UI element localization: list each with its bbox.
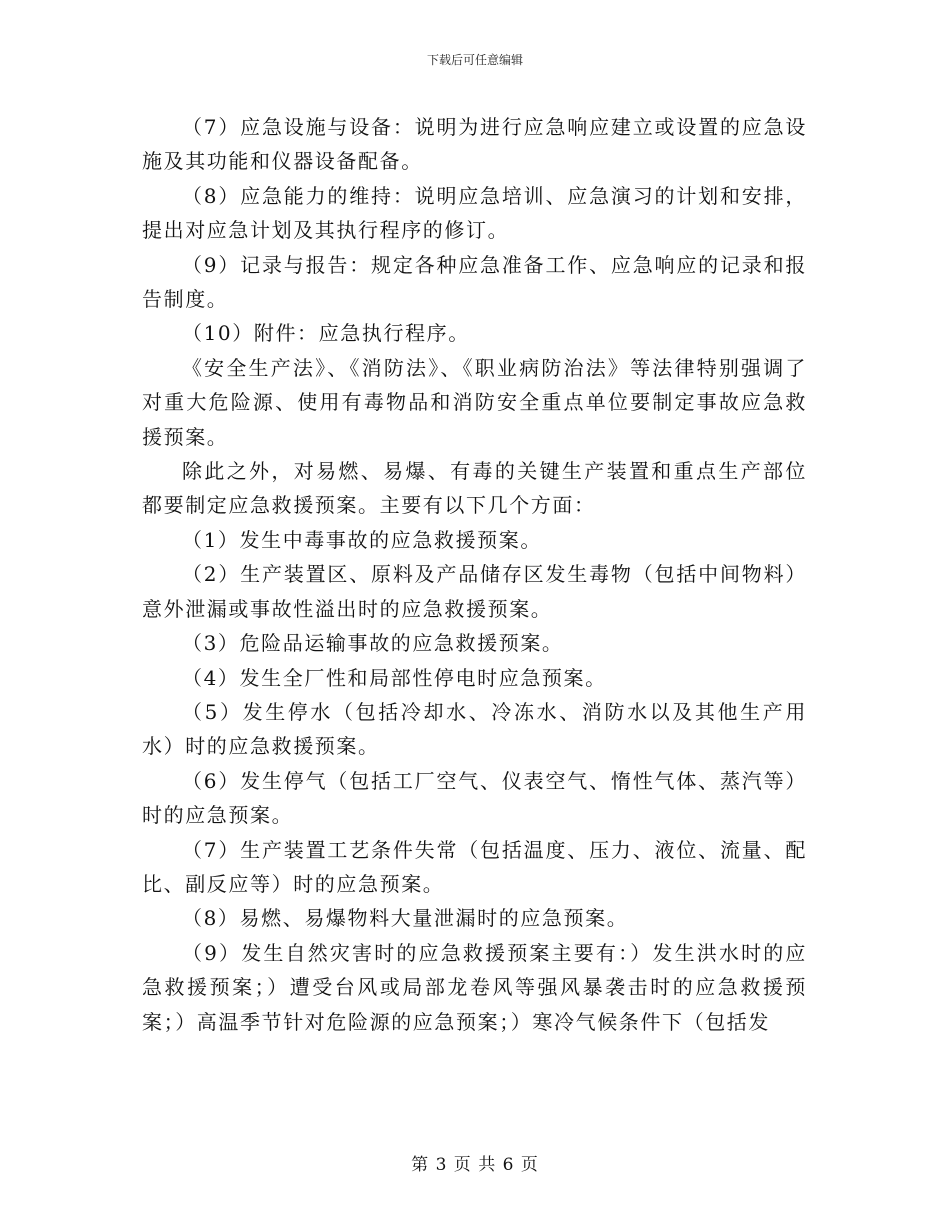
list-item-5-water-outage: （5）发生停水（包括冷却水、冷冻水、消防水以及其他生产用水）时的应急救援预案。 — [142, 699, 807, 759]
paragraph-laws: 《安全生产法》、《消防法》、《职业病防治法》等法律特别强调了对重大危险源、使用有毒物品和消防安全重点单位要制定事故应急救援预案。 — [142, 355, 807, 449]
list-item-7-process-abnormal: （7）生产装置工艺条件失常（包括温度、压力、液位、流量、配比、副反应等）时的应急预案。 — [142, 837, 807, 896]
list-item-3-transport: （3）危险品运输事故的应急救援预案。 — [182, 631, 564, 656]
paragraph-7-emergency-facilities: （7）应急设施与设备：说明为进行应急响应建立或设置的应急设施及其功能和仪器设备配备。 — [142, 115, 807, 174]
list-item-9-natural-disaster: （9）发生自然灾害时的应急救援预案主要有：）发生洪水时的应急救援预案；）遭受台风或局部龙卷风等强风暴袭击时的应急救援预案；）高温季节针对危险源的应急预案；）寒冷气候条件下（包括发 — [142, 940, 807, 1034]
paragraph-8-capability-maintenance: （8）应急能力的维持：说明应急培训、应急演习的计划和安排，提出对应急计划及其执行程序的修订。 — [142, 183, 807, 243]
list-item-8-flammable-leak: （8）易燃、易爆物料大量泄漏时的应急预案。 — [182, 906, 629, 931]
paragraph-10-attachments: （10）附件：应急执行程序。 — [182, 321, 470, 346]
list-item-1-poisoning: （1）发生中毒事故的应急救援预案。 — [182, 527, 542, 552]
list-item-2-leakage: （2）生产装置区、原料及产品储存区发生毒物（包括中间物料）意外泄漏或事故性溢出时的应急救援预案。 — [142, 562, 807, 621]
paragraph-key-units: 除此之外，对易燃、易爆、有毒的关键生产装置和重点生产部位都要制定应急救援预案。主要有以下几个方面： — [142, 459, 807, 518]
list-item-6-gas-outage: （6）发生停气（包括工厂空气、仪表空气、惰性气体、蒸汽等）时的应急预案。 — [142, 768, 807, 828]
page-header: 下载后可任意编辑 — [426, 53, 523, 67]
document-body — [142, 110, 807, 1039]
paragraph-9-records-reports: （9）记录与报告：规定各种应急准备工作、应急响应的记录和报告制度。 — [142, 252, 807, 312]
list-item-4-power-outage: （4）发生全厂性和局部性停电时应急预案。 — [182, 665, 607, 690]
page-number-footer: 第 3 页 共 6 页 — [411, 1155, 539, 1175]
